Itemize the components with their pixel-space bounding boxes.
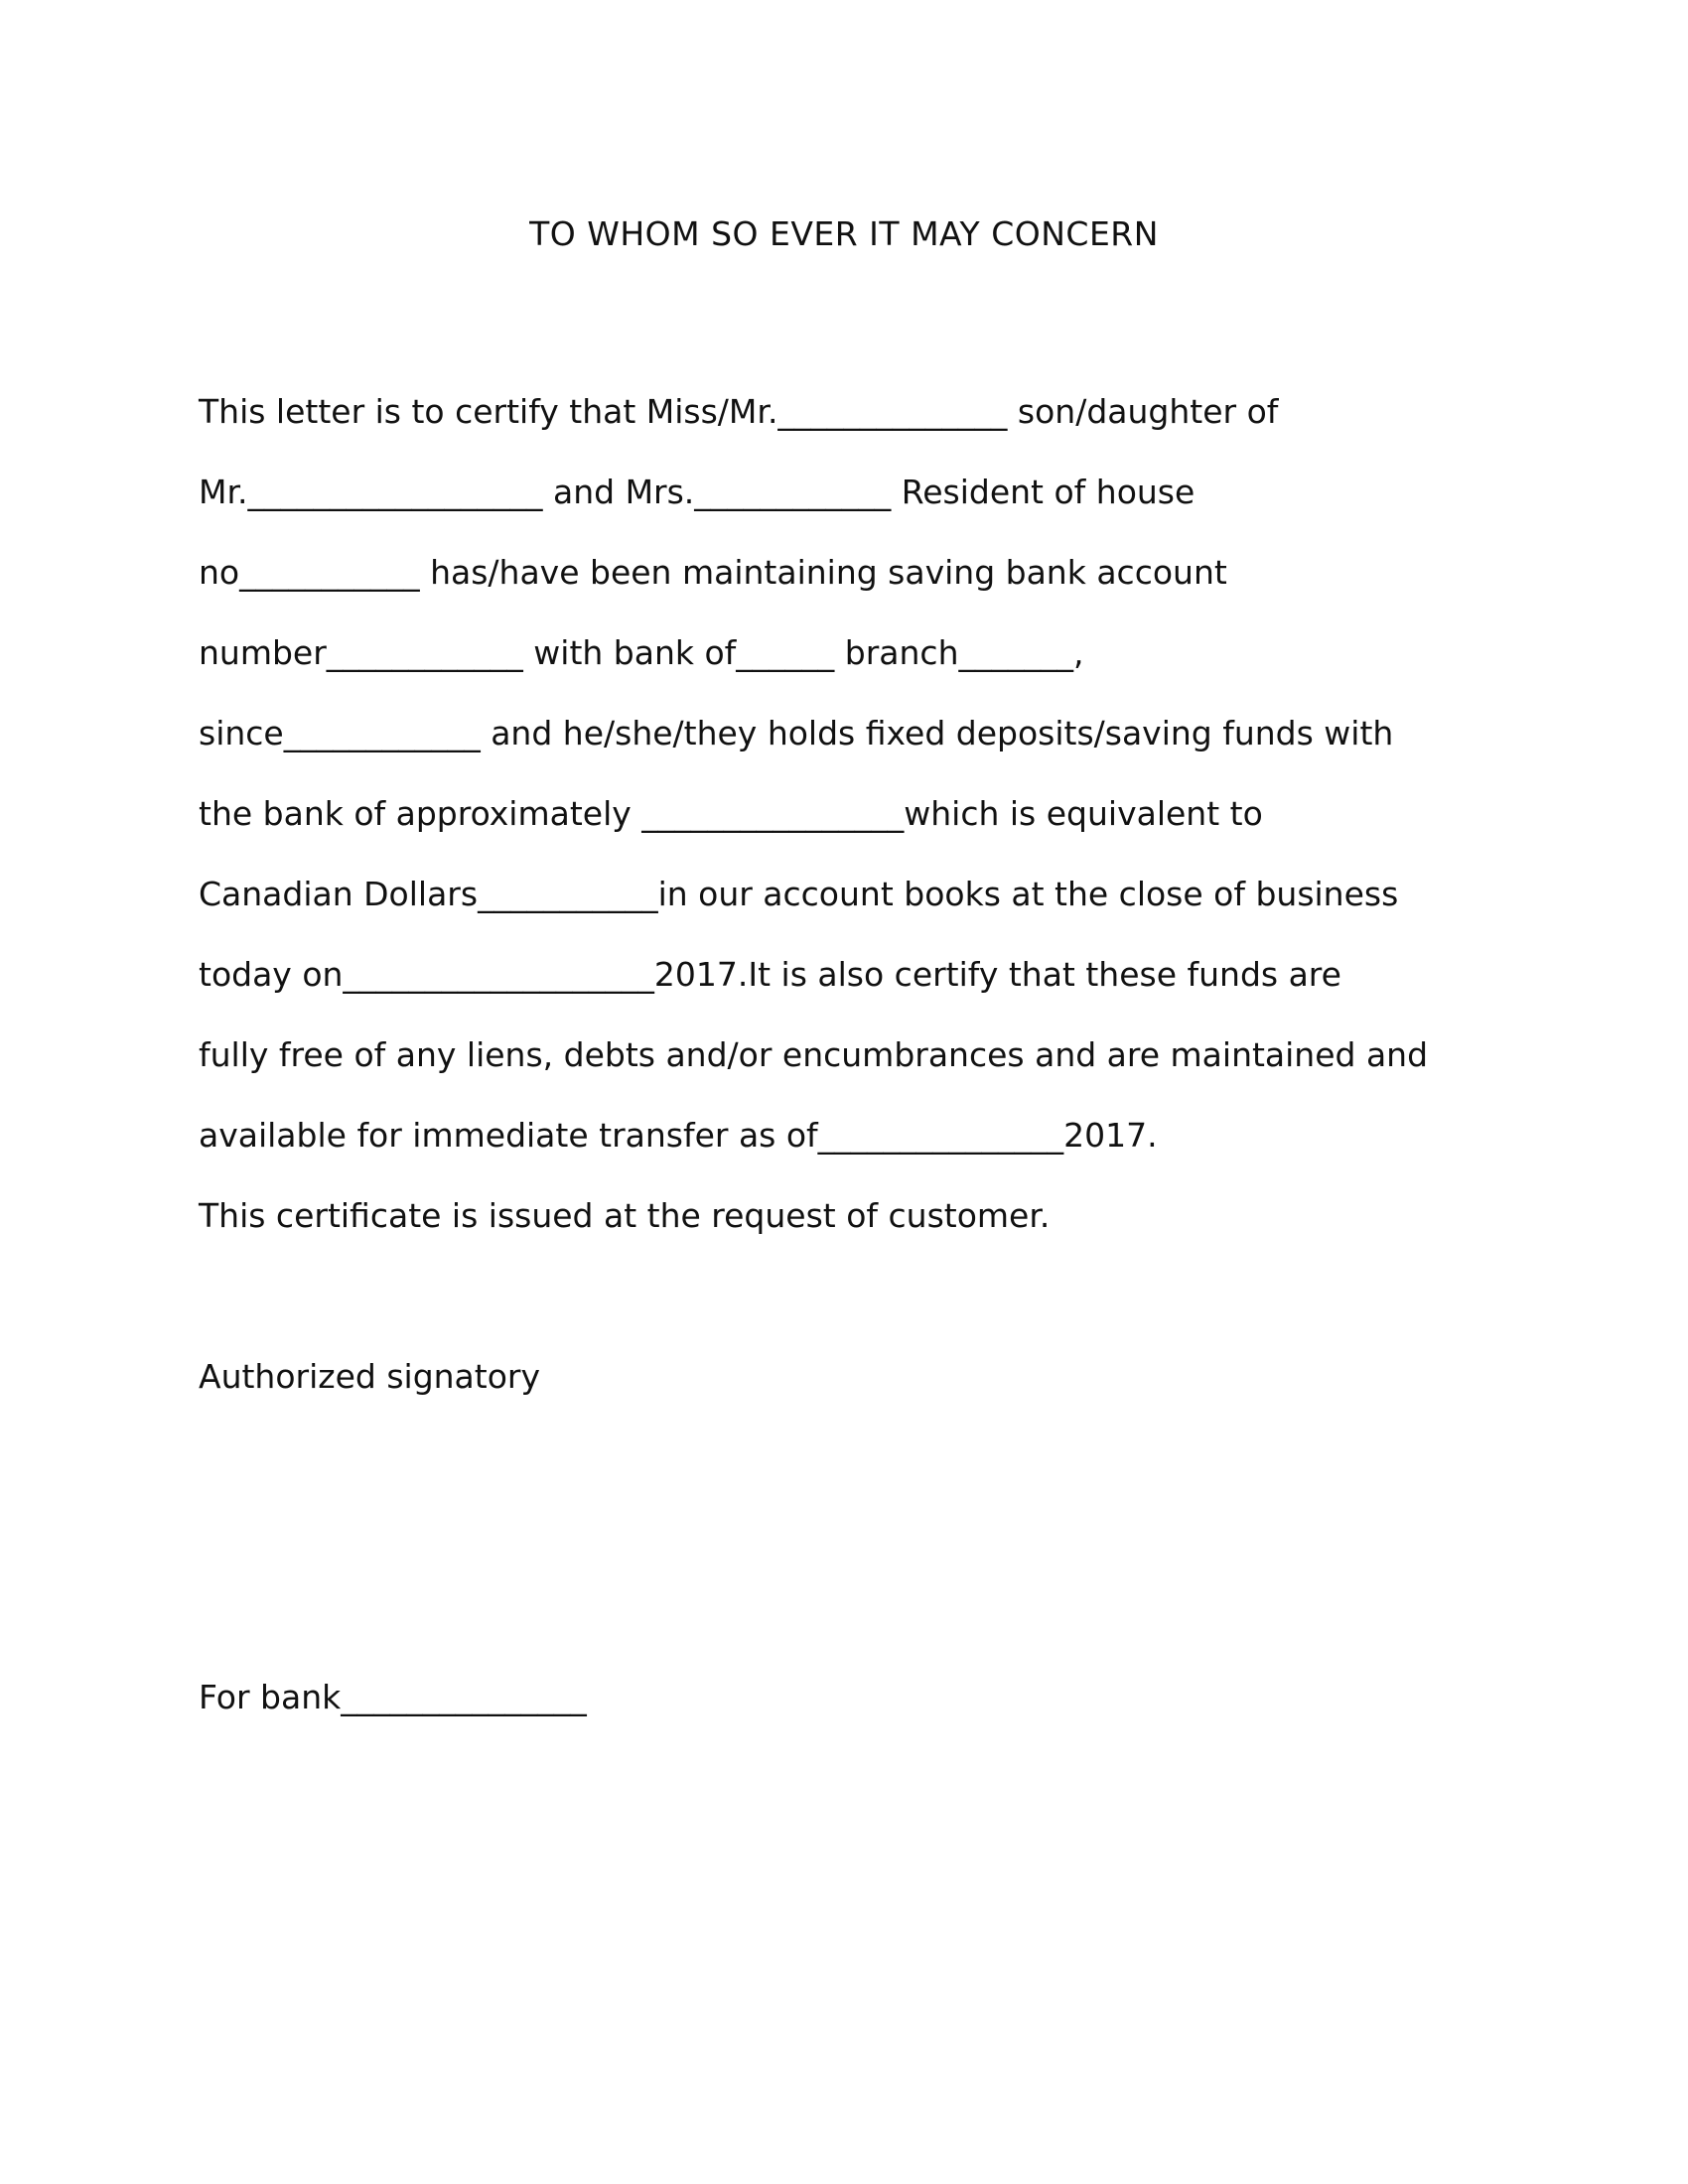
letter-title: TO WHOM SO EVER IT MAY CONCERN bbox=[529, 214, 1159, 253]
body-line-2: Mr.__________________ and Mrs.____________ Resident of house bbox=[199, 473, 1196, 511]
body-line-7: Canadian Dollars___________in our account books at the close of business bbox=[199, 875, 1399, 913]
for-bank-line: For bank_______________ bbox=[199, 1678, 587, 1716]
body-line-4: number____________ with bank of______ branch_______, bbox=[199, 633, 1084, 672]
body-line-9: fully free of any liens, debts and/or encumbrances and are maintained and bbox=[199, 1035, 1429, 1074]
body-line-8: today on___________________2017.It is also certify that these funds are bbox=[199, 955, 1341, 994]
body-line-10: available for immediate transfer as of_______________2017. bbox=[199, 1116, 1158, 1155]
body-line-11: This certificate is issued at the request of customer. bbox=[199, 1196, 1051, 1235]
authorized-signatory-label: Authorized signatory bbox=[199, 1357, 541, 1396]
body-line-5: since____________ and he/she/they holds fixed deposits/saving funds with bbox=[199, 714, 1394, 752]
body-line-6: the bank of approximately ________________which is equivalent to bbox=[199, 794, 1263, 833]
body-line-1: This letter is to certify that Miss/Mr.______________ son/daughter of bbox=[199, 392, 1279, 431]
body-line-3: no___________ has/have been maintaining saving bank account bbox=[199, 553, 1227, 592]
